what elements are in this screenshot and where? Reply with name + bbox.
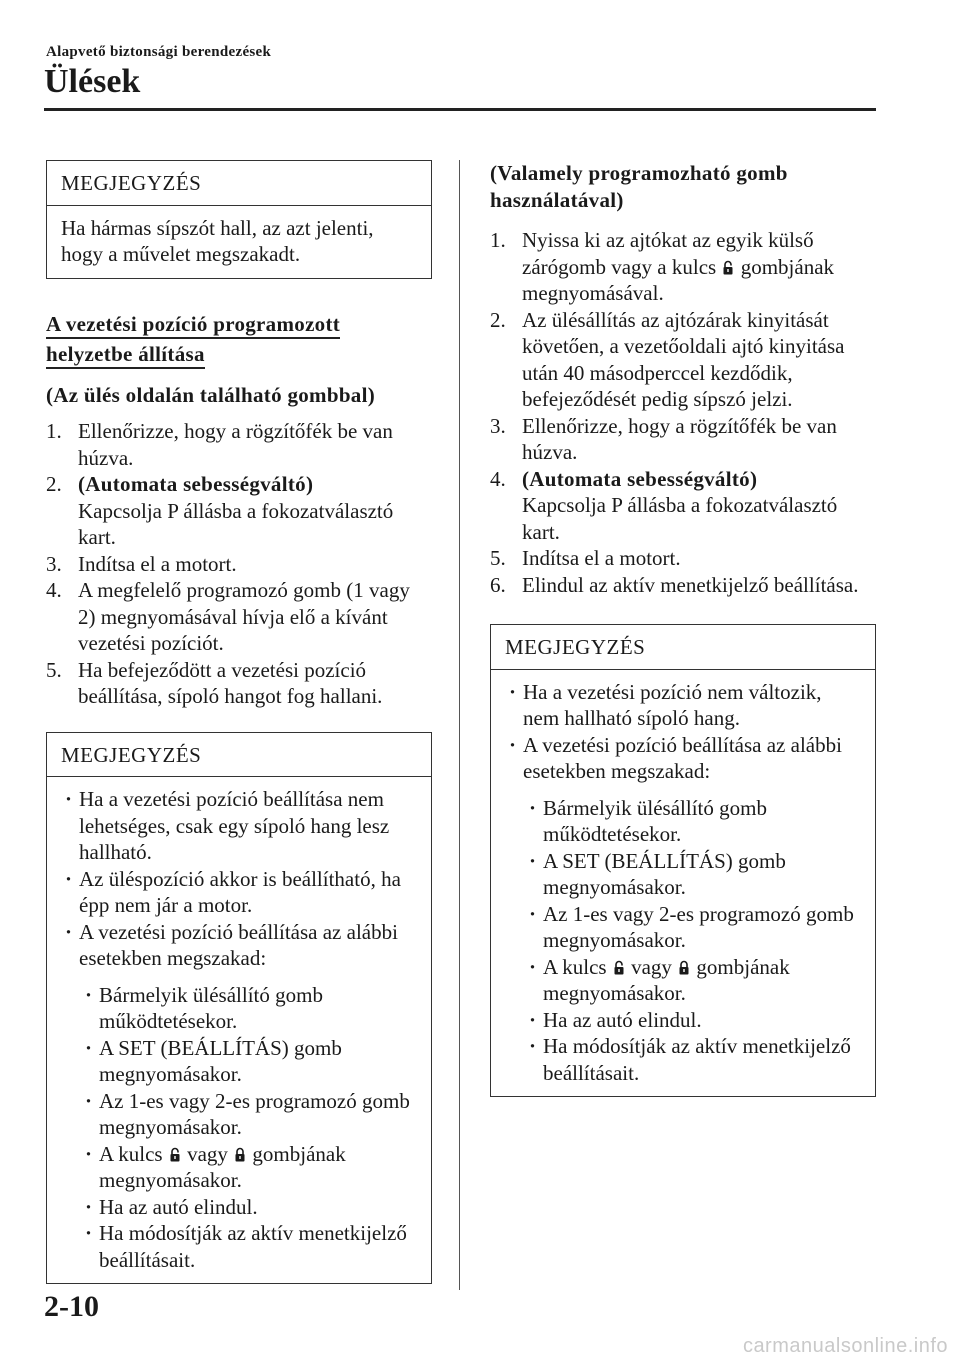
left-column <box>46 160 432 1284</box>
note-body <box>47 206 431 278</box>
note-sub-bullet: · A SET (BEÁLLÍTÁS) gomb megnyomásakor. <box>525 848 861 901</box>
sub-text: A kulcs <box>99 1141 163 1166</box>
step-text: Nyissa ki az ajtókat az egyik külső zárógomb vagy a kulcs <box>522 228 814 279</box>
step-number: 2. <box>490 307 506 332</box>
note-sub-bullet: · Az 1-es vagy 2-es programozó gomb megnyomásakor. <box>81 1088 417 1141</box>
note-body <box>47 777 431 1283</box>
sub-text: gombjának megnyomásakor. <box>543 954 790 1005</box>
step-text: Kapcsolja P állásba a fokozatválasztó kart. <box>522 493 838 544</box>
step-item <box>490 413 876 466</box>
right-heading-line: használatával) <box>490 187 624 212</box>
step-item <box>46 471 432 551</box>
step-text: A megfelelő programozó gomb (1 vagy 2) megnyomásával hívja elő a kívánt vezetési pozíciót. <box>78 578 410 655</box>
step-text: Ellenőrizze, hogy a rögzítőfék be van húzva. <box>522 413 837 464</box>
step-number: 2. <box>46 472 62 496</box>
step-item <box>490 545 876 572</box>
sub-text: gombjának megnyomásakor. <box>99 1141 346 1192</box>
step-bold-label: (Automata sebességváltó) <box>522 466 758 491</box>
step-text: Kapcsolja P állásba a fokozatválasztó kart. <box>78 498 394 549</box>
step-number: 1. <box>490 228 506 252</box>
step-item <box>46 418 432 471</box>
unlock-icon <box>614 960 624 975</box>
note-bullet: · Ha a vezetési pozíció nem változik, nem hallható sípoló hang. <box>505 679 861 732</box>
right-column <box>490 160 876 1097</box>
note-bullet: · A vezetési pozíció beállítása az alábbi esetekben megszakad: <box>505 732 861 785</box>
step-number: 6. <box>490 572 506 597</box>
step-number: 5. <box>46 657 62 682</box>
step-number: 4. <box>46 578 62 602</box>
section-heading-line: helyzetbe állítása <box>46 342 205 369</box>
step-item <box>490 227 876 307</box>
subheading: (Az ülés oldalán található gombbal) <box>46 382 376 407</box>
step-text: Az ülésállítás az ajtózárak kinyitását követően, a vezetőoldali ajtó kinyitása után 40 másodperccel kezdődik, befejeződését pedig sípszó jelzi. <box>522 307 845 411</box>
note-sub-bullet <box>81 1141 417 1194</box>
step-list <box>46 418 432 710</box>
sub-text: A kulcs <box>543 954 607 979</box>
sub-text: vagy <box>187 1141 228 1166</box>
section-heading-line: A vezetési pozíció programozott <box>46 312 340 339</box>
lock-icon <box>679 960 689 975</box>
note-sub-bullet: · Ha az autó elindul. <box>81 1194 417 1221</box>
section-heading <box>46 311 432 368</box>
step-item <box>46 551 432 578</box>
step-text: Indítsa el a motort. <box>522 546 681 570</box>
step-list <box>490 227 876 598</box>
step-item <box>490 572 876 599</box>
step-number: 3. <box>46 551 62 576</box>
step-number: 1. <box>46 419 62 443</box>
step-number: 3. <box>490 413 506 438</box>
note-sub-list <box>505 795 861 1087</box>
note-sub-list <box>61 982 417 1274</box>
note-box <box>490 624 876 1097</box>
title-rule <box>44 108 876 111</box>
step-item <box>490 466 876 546</box>
note-sub-bullet: · Ha módosítják az aktív menetkijelző beállításait. <box>81 1220 417 1273</box>
note-sub-bullet: · Az 1-es vagy 2-es programozó gomb megnyomásakor. <box>525 901 861 954</box>
step-text: Ellenőrizze, hogy a rögzítőfék be van húzva. <box>78 419 393 470</box>
sub-text: vagy <box>631 954 672 979</box>
step-number: 5. <box>490 546 506 570</box>
note-sub-bullet: · Bármelyik ülésállító gomb működtetésekor. <box>525 795 861 848</box>
note-bullet: · A vezetési pozíció beállítása az alábbi esetekben megszakad: <box>61 919 417 972</box>
step-text: gombjának megnyomásával. <box>522 254 835 305</box>
page-title: Ülések <box>44 63 141 100</box>
note-body <box>491 670 875 1097</box>
note-bullet: · Az üléspozíció akkor is beállítható, ha épp nem jár a motor. <box>61 866 417 919</box>
step-number: 4. <box>490 466 506 491</box>
note-heading: MEGJEGYZÉS <box>47 161 431 206</box>
note-text: Ha hármas sípszót hall, az azt jelenti, hogy a művelet megszakadt. <box>61 215 374 266</box>
step-bold-label: (Automata sebességváltó) <box>78 472 314 496</box>
note-heading: MEGJEGYZÉS <box>491 625 875 670</box>
note-sub-bullet: · Ha módosítják az aktív menetkijelző beállításait. <box>525 1033 861 1086</box>
step-item <box>46 657 432 710</box>
unlock-icon <box>170 1147 180 1162</box>
note-bullet: · Ha a vezetési pozíció beállítása nem lehetséges, csak egy sípoló hang lesz hallható. <box>61 786 417 866</box>
step-text: Ha befejeződött a vezetési pozíció beállítása, sípoló hangot fog hallani. <box>78 657 383 708</box>
section-label: Alapvető biztonsági berendezések <box>46 44 272 60</box>
watermark: carmanualsonline.info <box>742 1335 948 1357</box>
page-number: 2-10 <box>44 1290 99 1323</box>
step-item <box>46 577 432 657</box>
note-heading: MEGJEGYZÉS <box>47 733 431 778</box>
step-text: Elindul az aktív menetkijelző beállítása. <box>522 572 859 597</box>
right-heading-line: (Valamely programozható gomb <box>490 161 788 185</box>
right-heading <box>490 160 876 213</box>
step-text: Indítsa el a motort. <box>78 551 237 576</box>
note-sub-bullet <box>525 954 861 1007</box>
unlock-icon <box>723 260 733 275</box>
note-box <box>46 732 432 1285</box>
note-sub-bullet: · A SET (BEÁLLÍTÁS) gomb megnyomásakor. <box>81 1035 417 1088</box>
note-sub-bullet: · Ha az autó elindul. <box>525 1007 861 1034</box>
note-box <box>46 160 432 279</box>
lock-icon <box>235 1147 245 1162</box>
column-divider <box>459 160 460 1290</box>
step-item <box>490 307 876 413</box>
note-sub-bullet: · Bármelyik ülésállító gomb működtetésekor. <box>81 982 417 1035</box>
